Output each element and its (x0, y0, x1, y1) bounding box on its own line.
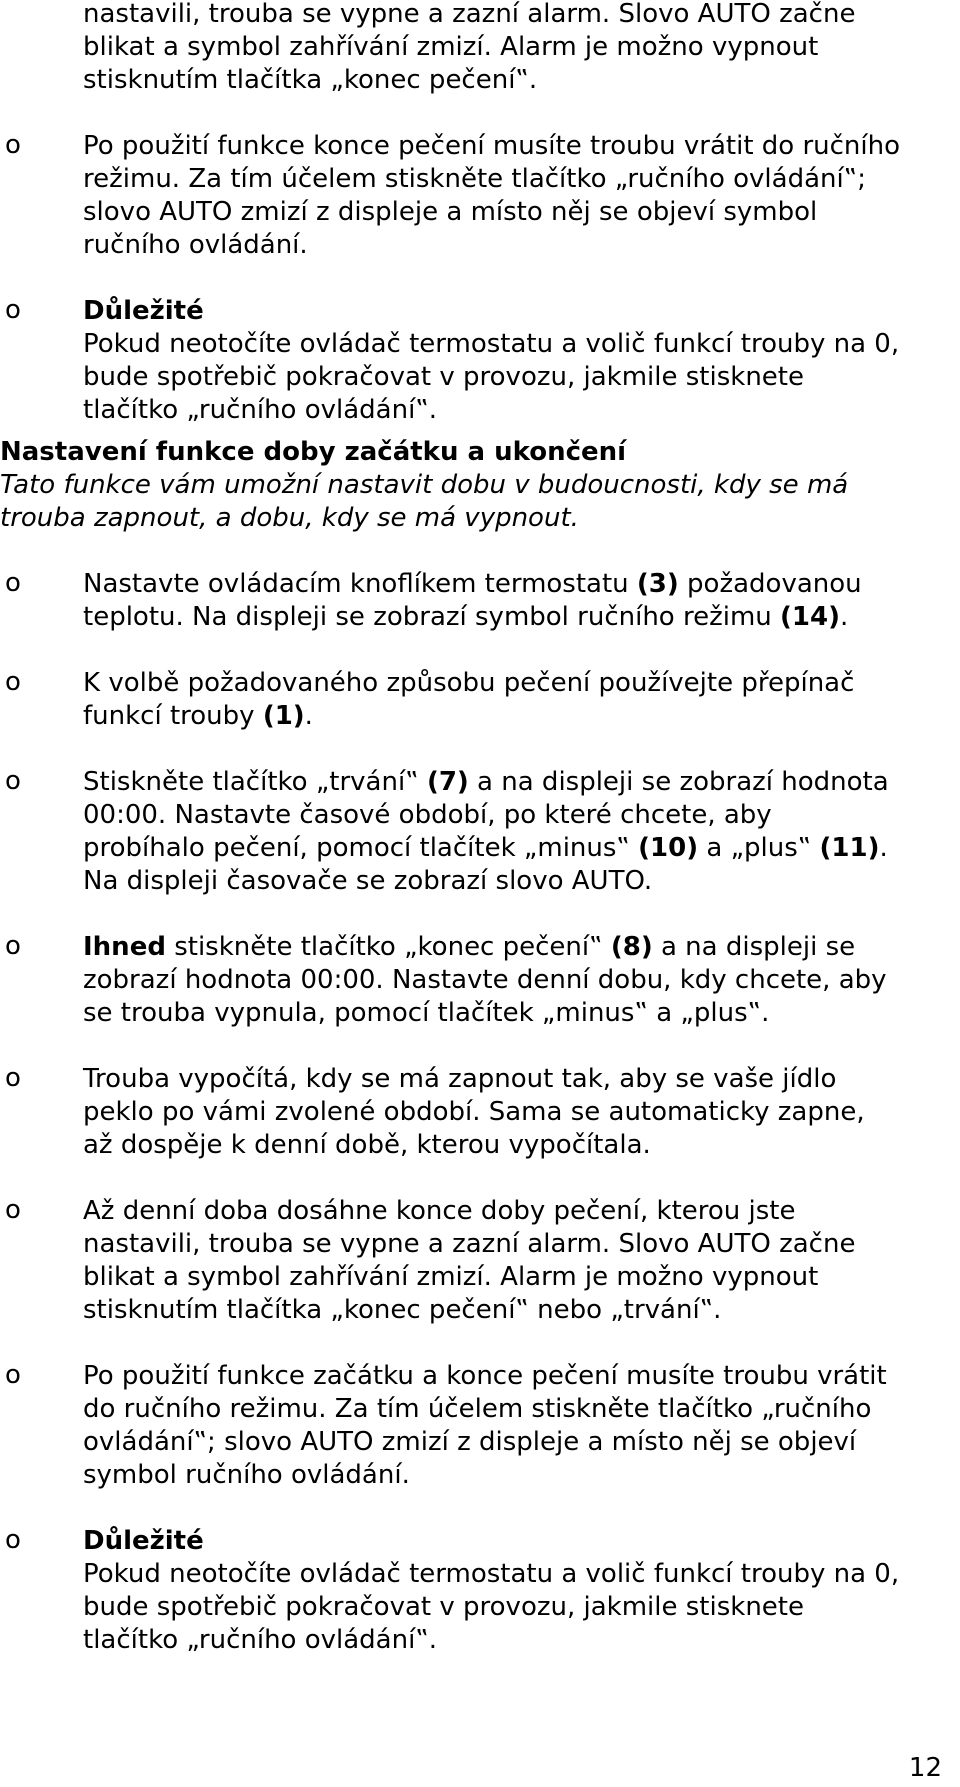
text-segment: a „plus‟ (698, 833, 820, 863)
text-line: bude spotřebič pokračovat v provozu, jakmile stisknete (83, 362, 804, 392)
note-title: Důležité (83, 296, 204, 326)
text-line: nastavili, trouba se vypne a zazní alarm. Slovo AUTO začne (83, 0, 856, 29)
text-line (83, 601, 960, 634)
list-item (0, 130, 960, 262)
text-segment: stiskněte tlačítko „konec pečení‟ (165, 932, 611, 962)
page-number: 12 (908, 1753, 942, 1783)
text-line: režimu. Za tím účelem stiskněte tlačítko „ručního ovládání‟; (83, 164, 866, 194)
text-line: Pokud neotočíte ovládač termostatu a volič funkcí trouby na 0, (83, 329, 900, 359)
text-line: se trouba vypnula, pomocí tlačítek „minus‟ a „plus‟. (83, 998, 770, 1028)
text-line: až dospěje k denní době, kterou vypočítala. (83, 1130, 651, 1160)
text-line: Trouba vypočítá, kdy se má zapnout tak, aby se vaše jídlo (83, 1064, 837, 1094)
reference-number: (10) (638, 833, 699, 863)
text-segment: teplotu. Na displeji se zobrazí symbol ručního režimu (83, 602, 781, 632)
bullet-marker: o (5, 130, 21, 160)
important-note (0, 295, 960, 427)
bullet-marker: o (5, 931, 21, 961)
text-line: slovo AUTO zmizí z displeje a místo něj se objeví symbol (83, 197, 818, 227)
list-item (0, 667, 960, 733)
bullet-marker: o (5, 295, 21, 325)
text-line (83, 700, 960, 733)
note-title: Důležité (83, 1526, 204, 1556)
text-line: Tato funkce vám umožní nastavit dobu v budoucnosti, kdy se má (0, 470, 849, 500)
text-line: do ručního režimu. Za tím účelem stiskněte tlačítko „ručního (83, 1394, 872, 1424)
text-line: Na displeji časovače se zobrazí slovo AUTO. (83, 866, 653, 896)
text-line: bude spotřebič pokračovat v provozu, jakmile stisknete (83, 1592, 804, 1622)
text-line: stisknutím tlačítka „konec pečení‟. (83, 65, 538, 95)
list-item (0, 1063, 960, 1162)
list-item (0, 931, 960, 1030)
text-line: K volbě požadovaného způsobu pečení používejte přepínač (83, 668, 855, 698)
text-line: blikat a symbol zahřívání zmizí. Alarm je možno vypnout (83, 1262, 819, 1292)
section-intro (0, 469, 960, 535)
list-item (0, 1195, 960, 1327)
text-line (83, 766, 960, 799)
emphasis-word: Ihned (83, 932, 166, 962)
section-heading: Nastavení funkce doby začátku a ukončení (0, 437, 627, 467)
text-segment: požadovanou (678, 569, 862, 599)
text-segment: Stiskněte tlačítko „trvání‟ (83, 767, 427, 797)
list-item (0, 568, 960, 634)
text-segment: . (304, 701, 313, 731)
text-segment: a na displeji se (652, 932, 856, 962)
bullet-marker: o (5, 1360, 21, 1390)
reference-number: (1) (262, 701, 305, 731)
text-line: Po použití funkce konce pečení musíte troubu vrátit do ručního (83, 131, 901, 161)
text-line: zobrazí hodnota 00:00. Nastavte denní dobu, kdy chcete, aby (83, 965, 887, 995)
bullet-marker: o (5, 1195, 21, 1225)
reference-number: (14) (780, 602, 840, 632)
bullet-marker: o (5, 667, 21, 697)
text-segment: funkcí trouby (83, 701, 263, 731)
text-line: tlačítko „ručního ovládání‟. (83, 1625, 438, 1655)
text-line: peklo po vámi zvolené období. Sama se automaticky zapne, (83, 1097, 865, 1127)
text-line: ručního ovládání. (83, 230, 308, 260)
text-segment: . (840, 602, 849, 632)
reference-number: (7) (426, 767, 469, 797)
text-line (83, 931, 960, 964)
text-line: Pokud neotočíte ovládač termostatu a volič funkcí trouby na 0, (83, 1559, 900, 1589)
text-line: ovládání‟; slovo AUTO zmizí z displeje a místo něj se objeví (83, 1427, 857, 1457)
text-line: trouba zapnout, a dobu, kdy se má vypnout. (0, 503, 579, 533)
reference-number: (11) (819, 833, 880, 863)
bullet-marker: o (5, 568, 21, 598)
list-item (0, 1360, 960, 1492)
text-line: Až denní doba dosáhne konce doby pečení, kterou jste (83, 1196, 796, 1226)
text-segment: Nastavte ovládacím knoflíkem termostatu (83, 569, 637, 599)
text-line: 00:00. Nastavte časové období, po které chcete, aby (83, 800, 772, 830)
text-line: stisknutím tlačítka „konec pečení‟ nebo „trvání‟. (83, 1295, 722, 1325)
text-line: tlačítko „ručního ovládání‟. (83, 395, 438, 425)
continuation-paragraph (0, 0, 960, 97)
text-line (83, 832, 960, 865)
bullet-marker: o (5, 1063, 21, 1093)
text-segment: a na displeji se zobrazí hodnota (468, 767, 889, 797)
text-segment: . (879, 833, 888, 863)
text-line (83, 568, 960, 601)
reference-number: (3) (636, 569, 679, 599)
text-line: symbol ručního ovládání. (83, 1460, 410, 1490)
bullet-marker: o (5, 766, 21, 796)
bullet-marker: o (5, 1525, 21, 1555)
text-line: nastavili, trouba se vypne a zazní alarm. Slovo AUTO začne (83, 1229, 856, 1259)
text-line: Po použití funkce začátku a konce pečení musíte troubu vrátit (83, 1361, 887, 1391)
important-note (0, 1525, 960, 1657)
reference-number: (8) (610, 932, 653, 962)
list-item (0, 766, 960, 898)
text-segment: probíhalo pečení, pomocí tlačítek „minus‟ (83, 833, 639, 863)
text-line: blikat a symbol zahřívání zmizí. Alarm je možno vypnout (83, 32, 819, 62)
